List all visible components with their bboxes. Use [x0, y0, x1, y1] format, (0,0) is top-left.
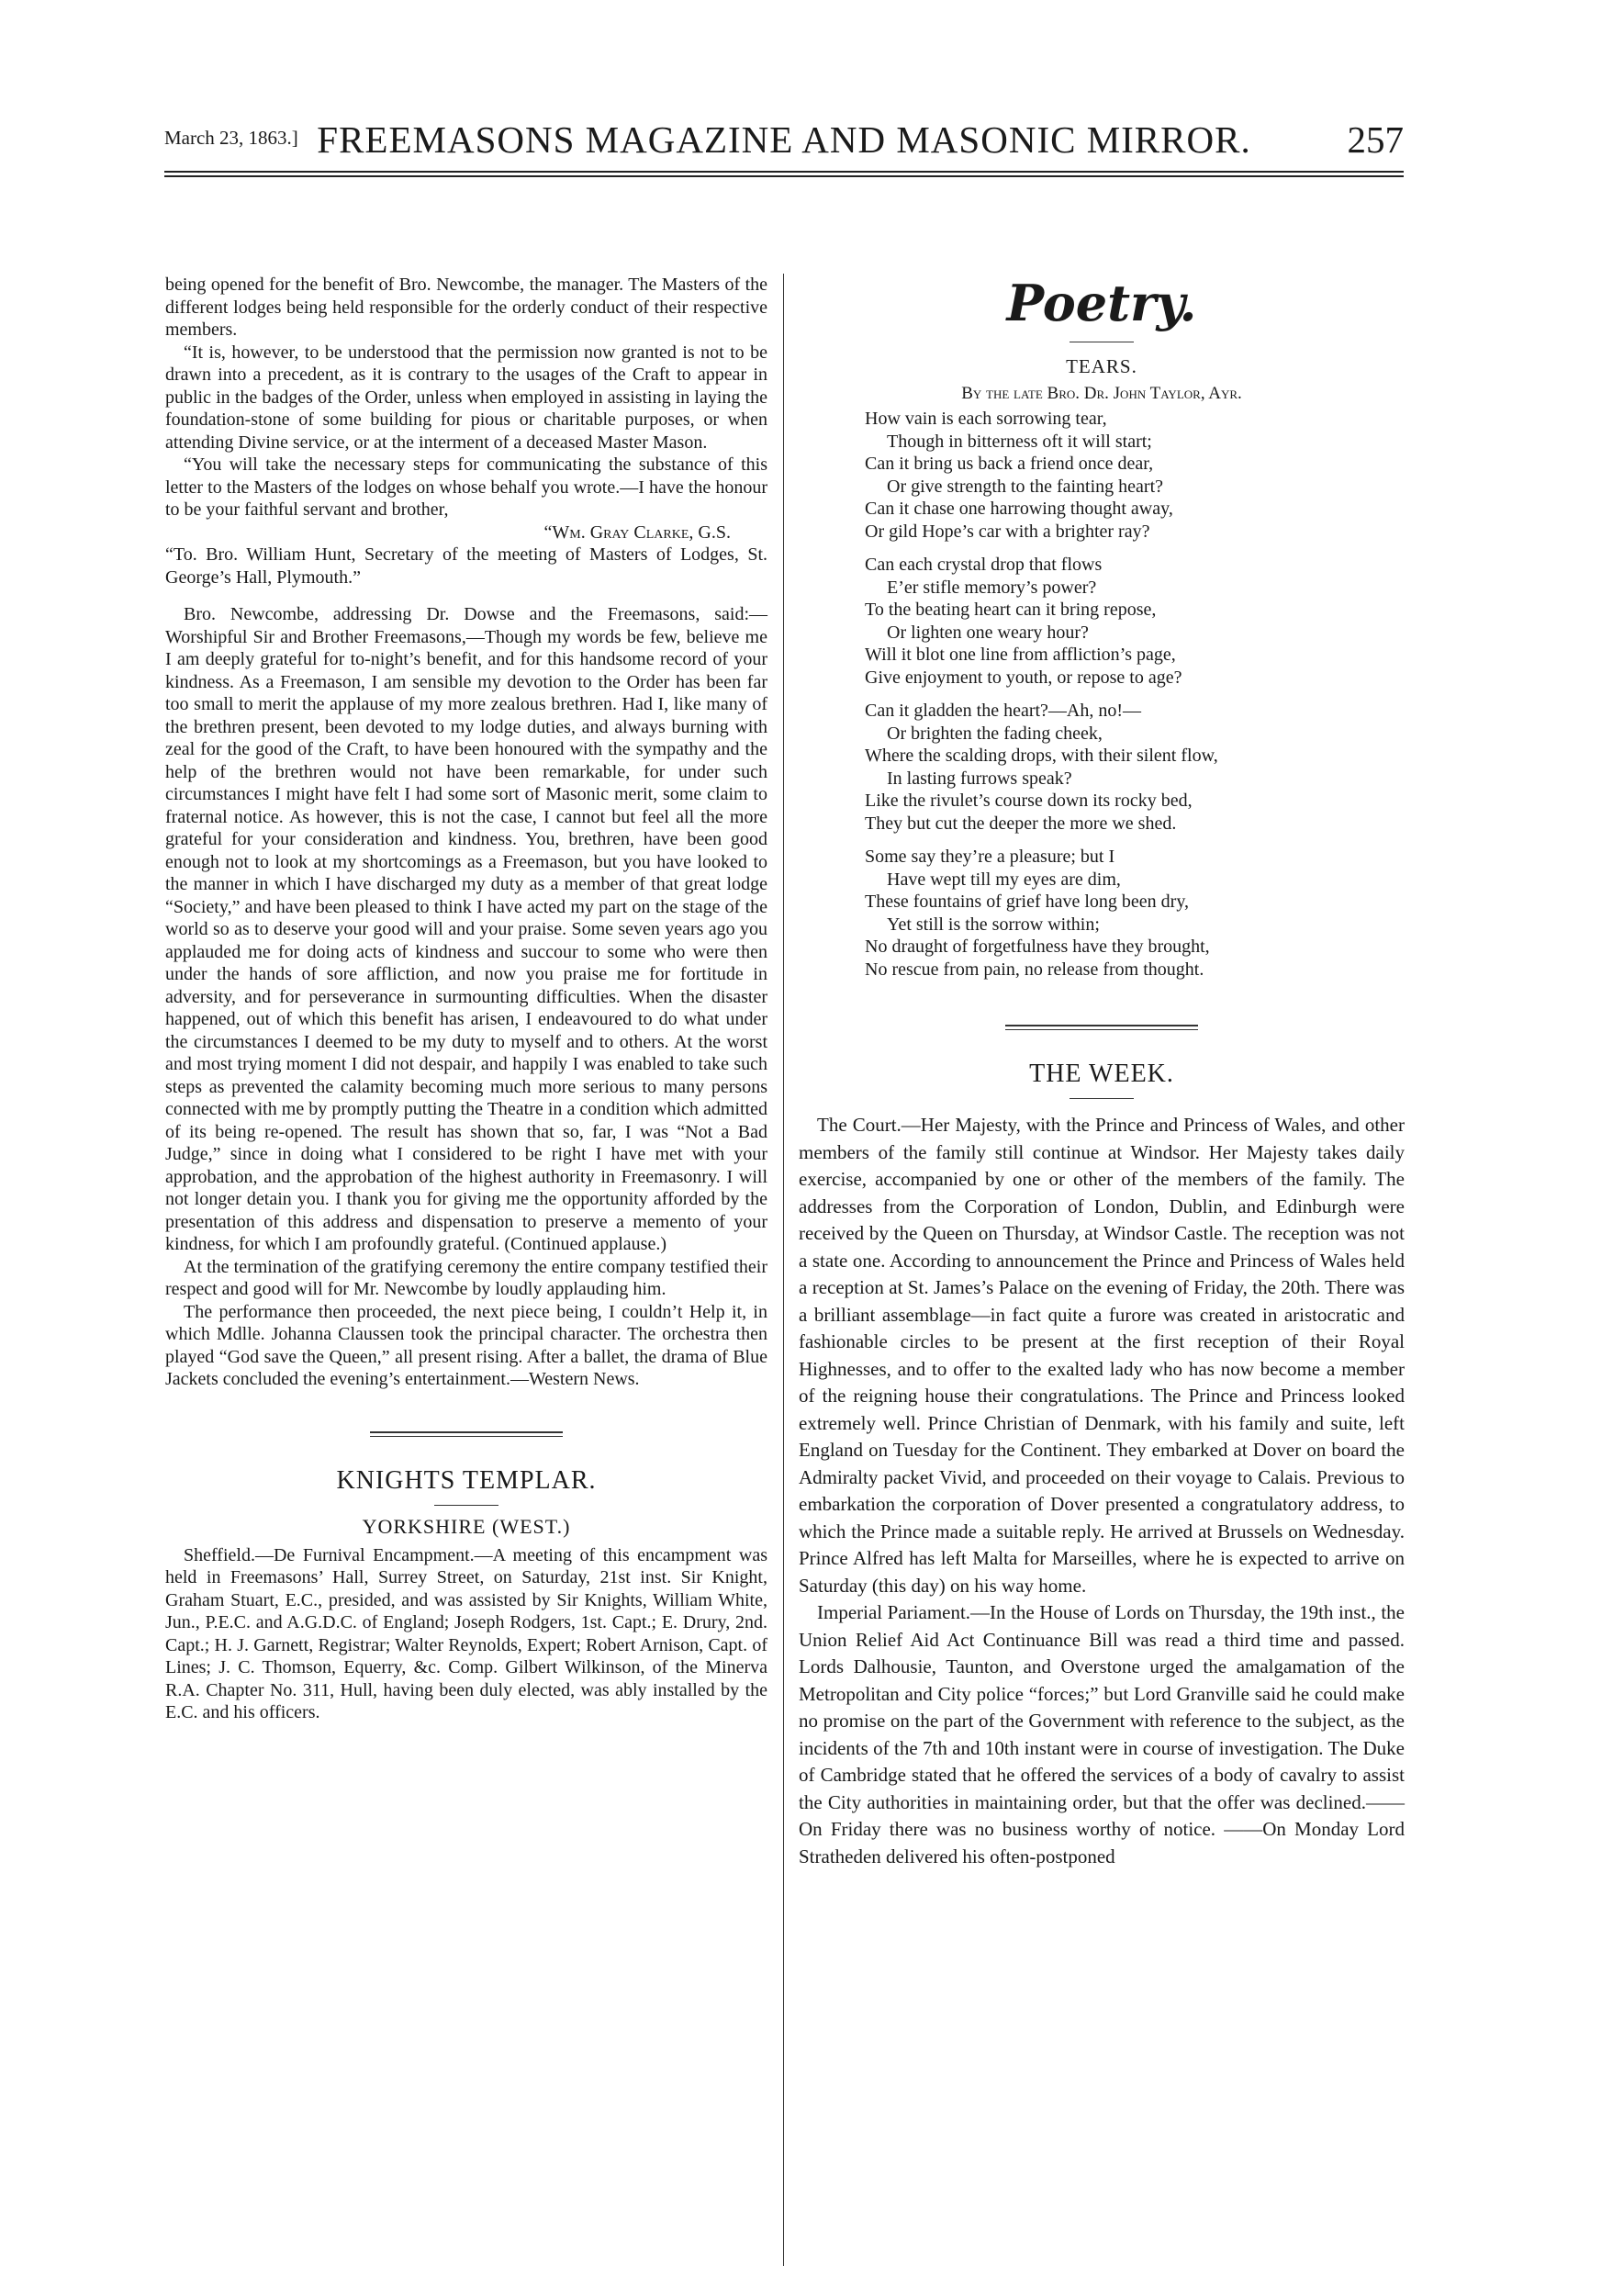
paragraph: Bro. Newcombe, addressing Dr. Dowse and the Freemasons, said:—Worshipful Sir and Brother Freemasons,—Though my words be few, believe me I am deeply grateful for to-night’s benefit, and for this handsome record of your kindness. As a Freemason, I am sensible my devotion to the Order has been far too small to merit the applause of my more zealous brethren. Had I, like many of the brethren present, been devoted to my lodge duties, and always burning with zeal for the good of the Craft, to have been honoured with the sympathy and the help of the brethren would not have been remarkable, for under such circumstances I might have felt I had some sort of Masonic merit, some claim to fraternal notice. As however, this is not the case, I cannot but feel all the more grateful for your consideration and kindness. You, brethren, have been good enough not to look at my shortcomings as a Freemason, but you have looked to the manner in which I have discharged my duty as a member of that great lodge “Society,” and have been pleased to think I have acted my part on the stage of the world so as to deserve your good will and your praise. Some seven years ago you applauded me for doing acts of kindness and succour to some who were then under the hands of sore affliction, and now you praise me for fortitude in adversity, and for perseverance in surmounting difficulties. When the disaster happened, out of which this benefit has arisen, I endeavoured to do what under the circumstances I deemed to be my duty to myself and to others. At the worst and most trying moment I did not despair, and happily I was enabled to take such steps as prevented the calamity becoming much more serious to many persons connected with me by promptly putting the Theatre in a condition which admitted of its being re-opened. The result has shown that so, far, I was “Not a Bad Judge,” since in doing what I considered to be right I have met with your approbation, and the approbation of the highest authority in Freemasonry. I will not longer detain you. I thank you for giving me the opportunity afforded by the presentation of this address and dispensation to preserve a memento of your kindness, for which I am profoundly grateful. (Continued applause.) [165, 604, 767, 1254]
poem-line: Or brighten the fading cheek, [887, 723, 1103, 744]
poem-line: E’er stifle memory’s power? [887, 577, 1097, 598]
subsection-divider [434, 1505, 498, 1506]
right-column [799, 274, 1405, 1870]
poem-line: Can it gladden the heart?—Ah, no!— [865, 701, 1142, 721]
section-title: THE WEEK. [1029, 1060, 1174, 1088]
subsection-divider [1070, 1098, 1134, 1099]
poem-line: These fountains of grief have long been dry, [865, 892, 1190, 912]
week-section [799, 1112, 1405, 1870]
poem-line: How vain is each sorrowing tear, [865, 409, 1107, 429]
paragraph: “It is, however, to be understood that the permission now granted is not to be drawn into a precedent, as it is contrary to the usages of the Craft to appear in public in the badges of the Order, unless when employed in assisting in laying the foundation-stone of some building for pious or charitable purposes, or when attending Divine service, or at the interment of a deceased Master Mason. [165, 342, 767, 453]
poem-line: Or lighten one weary hour? [887, 622, 1089, 643]
stanza [865, 554, 1405, 689]
section-divider [370, 1431, 563, 1437]
poem-line: Some say they’re a pleasure; but I [865, 847, 1115, 867]
page-header [164, 118, 1404, 160]
paragraph: The performance then proceeded, the next piece being, I couldn’t Help it, in which Mdlle. Johanna Claussen took the principal character. The orchestra then played “God save the Queen,” all present rising. After a ballet, the drama of Blue Jackets concluded the evening’s entertainment.—Western News. [165, 1301, 767, 1389]
header-rule-top [164, 171, 1404, 173]
poem-line: Will it blot one line from affliction’s page, [865, 645, 1176, 665]
address: “To. Bro. William Hunt, Secretary of the meeting of Masters of Lodges, St. George’s Hall, Plymouth.” [165, 544, 767, 588]
poem-line: No rescue from pain, no release from thought. [865, 959, 1204, 980]
stanza [865, 846, 1405, 981]
poem-line: Though in bitterness oft it will start; [887, 431, 1152, 452]
poem-line: In lasting furrows speak? [887, 768, 1072, 789]
poem-line: Or gild Hope’s car with a brighter ray? [865, 521, 1150, 542]
paragraph: The Court.—Her Majesty, with the Prince and Princess of Wales, and other members of the family still continue at Windsor. Her Majesty takes daily exercise, accompanied by one or other of the members of the family. The addresses from the Corporation of London, Dublin, and Edinburgh were received by the Queen on Thursday, at Windsor Castle. The reception was not a state one. According to announcement the Prince and Princess of Wales held a reception at St. James’s Palace on the evening of Friday, the 20th. There was a brilliant assemblage—in fact quite a furore was created in aristocratic and fashionable circles to be present at the first reception of their Royal Highnesses, and to offer to the exalted lady who has now become a member of the reigning house their congratulations. The Prince and Princess looked extremely well. Prince Christian of Denmark, with his family and suite, left England on Tuesday for the Continent. They embarked at Dover on board the Admiralty packet Vivid, and proceeded on their voyage to Calais. Previous to embarkation the corporation of Dover presented a congratulatory address, to which the Prince made a suitable reply. He arrived at Brussels on Wednesday. Prince Alfred has left Malta for Marseilles, where he is expected to arrive on Saturday (this day) on his way home. [799, 1114, 1405, 1597]
poem-line: Can it bring us back a friend once dear, [865, 454, 1154, 474]
page-number: 257 [1347, 118, 1404, 161]
poem-line: They but cut the deeper the more we shed. [865, 813, 1177, 834]
paragraph: “You will take the necessary steps for communicating the substance of this letter to the Masters of the lodges on whose behalf you wrote.—I have the honour to be your faithful servant and brother, [165, 454, 767, 520]
poem-line: Can each crystal drop that flows [865, 555, 1103, 575]
paragraph: Imperial Pariament.—In the House of Lords on Thursday, the 19th inst., the Union Relief Aid Act Continuance Bill was read a third time and passed. Lords Dalhousie, Taunton, and Overstone urged the amalgamation of the Metropolitan and City police “forces;” but Lord Granville said he could make no promise on the part of the Government with reference to the subject, as the incidents of the 7th and 10th instant were in course of investigation. The Duke of Cambridge stated that he offered the services of a body of cavalry to assist the City authorities in maintaining order, but that the offer was declined.——On Friday there was no business worthy of notice. ——On Monday Lord Stratheden delivered his often-postponed [799, 1601, 1405, 1867]
poem-line: Yet still is the sorrow within; [887, 914, 1100, 935]
section-divider [1005, 1025, 1198, 1030]
paragraph: At the termination of the gratifying ceremony the entire company testified their respect and good will for Mr. Newcombe by loudly applauding him. [165, 1256, 767, 1299]
poem-title: TEARS. [1066, 355, 1137, 377]
paragraph: being opened for the benefit of Bro. Newcombe, the manager. The Masters of the different lodges being held responsible for the orderly conduct of their respective members. [165, 275, 767, 340]
poem-line: Can it chase one harrowing thought away, [865, 499, 1173, 519]
signature: “Wm. Gray Clarke, G.S. [543, 522, 731, 543]
poem-line: To the beating heart can it bring repose, [865, 600, 1157, 620]
stanza [865, 408, 1405, 543]
paragraph: Sheffield.—De Furnival Encampment.—A meeting of this encampment was held in Freemasons’ Hall, Surrey Street, on Saturday, 21st inst. Sir Knight, Graham Stuart, E.C., presided, and was assisted by Sir Knights, William White, Jun., P.E.C. and A.G.D.C. of England; Joseph Rodgers, 1st. Capt.; E. Drury, 2nd. Capt.; H. J. Garnett, Registrar; Walter Reynolds, Expert; Robert Arnison, Capt. of Lines; J. C. Thomson, Equerry, &c. Comp. Gilbert Wilkinson, of the Minerva R.A. Chapter No. 311, Hull, having been duly elected, was ably installed by the E.C. and his officers. [165, 1544, 767, 1722]
column-divider [783, 274, 784, 2266]
poem-line: Have wept till my eyes are dim, [887, 869, 1121, 890]
poem-line: Where the scalding drops, with their silent flow, [865, 746, 1218, 766]
subsection-title: YORKSHIRE (WEST.) [362, 1514, 571, 1538]
stanza [865, 700, 1405, 835]
section-title: KNIGHTS TEMPLAR. [336, 1465, 597, 1495]
publication-title: FREEMASONS MAGAZINE AND MASONIC MIRROR. [317, 118, 1251, 161]
poem-line: Like the rivulet’s course down its rocky bed, [865, 791, 1193, 811]
header-rule-bottom [164, 175, 1404, 177]
poem-line: Give enjoyment to youth, or repose to age? [865, 667, 1182, 688]
poem-line: Or give strength to the fainting heart? [887, 476, 1164, 497]
issue-date: March 23, 1863.] [164, 127, 298, 149]
poem-author: By the late Bro. Dr. John Taylor, Ayr. [961, 384, 1242, 403]
poetry-heading: Poetry. [1006, 274, 1197, 332]
left-column [165, 274, 767, 1724]
poem-line: No draught of forgetfulness have they brought, [865, 937, 1210, 957]
